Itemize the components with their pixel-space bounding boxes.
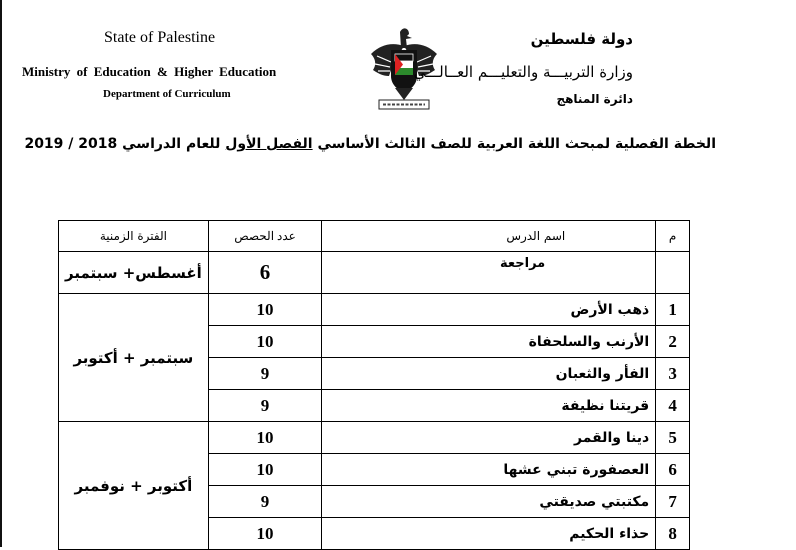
header-department-ar: دائرة المناهج — [556, 92, 633, 106]
row-lesson: العصفورة تبني عشها — [322, 454, 656, 486]
table-row-review — [59, 252, 690, 294]
row-num: 3 — [656, 358, 690, 390]
header-period: الفترة الزمنية — [59, 221, 209, 252]
row-period: أغسطس+ سبتمبر — [59, 252, 209, 294]
row-count: 10 — [208, 454, 322, 486]
row-lesson: الفأر والثعبان — [322, 358, 656, 390]
page-left-border — [0, 0, 2, 547]
table-row — [59, 422, 690, 454]
row-lesson: دينا والقمر — [322, 422, 656, 454]
row-num: 8 — [656, 518, 690, 550]
row-count: 6 — [208, 252, 322, 294]
row-period: سبتمبر + أكتوبر — [59, 294, 209, 422]
row-lesson: مكتبتي صديقتي — [322, 486, 656, 518]
header-lesson-name: اسم الدرس — [322, 221, 656, 252]
row-num: 6 — [656, 454, 690, 486]
plan-title-part-2: للعام الدراسي 2018 / 2019 — [24, 136, 226, 152]
semester-plan-table — [58, 220, 690, 550]
row-count: 10 — [208, 422, 322, 454]
row-num: 2 — [656, 326, 690, 358]
row-num: 7 — [656, 486, 690, 518]
row-lesson: حذاء الحكيم — [322, 518, 656, 550]
table-header-row — [59, 221, 690, 252]
row-period: أكتوبر + نوفمبر — [59, 422, 209, 550]
plan-title-semester: الفصل الأول — [225, 136, 313, 152]
row-lesson: ذهب الأرض — [322, 294, 656, 326]
plan-title-part-1: الخطة الفصلية لمبحث اللغة العربية للصف الثالث الأساسي — [312, 136, 716, 152]
row-num: 5 — [656, 422, 690, 454]
table-row — [59, 294, 690, 326]
row-lesson: الأرنب والسلحفاة — [322, 326, 656, 358]
row-count: 9 — [208, 358, 322, 390]
row-num: 4 — [656, 390, 690, 422]
header-num: م — [656, 221, 690, 252]
row-count: 9 — [208, 486, 322, 518]
header-lesson-count: عدد الحصص — [208, 221, 322, 252]
header-ministry-ar: وزارة التربيـــة والتعليـــم العــالـــي — [413, 63, 633, 81]
row-count: 10 — [208, 294, 322, 326]
header-ministry-en: Ministry of Education & Higher Education — [22, 64, 277, 79]
row-num — [656, 252, 690, 294]
header-state-ar: دولة فلسطين — [530, 30, 633, 48]
header-department-en: Department of Curriculum — [103, 88, 231, 100]
row-count: 10 — [208, 518, 322, 550]
header-state-en: State of Palestine — [104, 29, 216, 46]
row-count: 10 — [208, 326, 322, 358]
row-count: 9 — [208, 390, 322, 422]
row-lesson: مراجعة — [322, 252, 656, 294]
row-lesson: قريتنا نظيفة — [322, 390, 656, 422]
plan-title — [0, 136, 716, 152]
row-num: 1 — [656, 294, 690, 326]
